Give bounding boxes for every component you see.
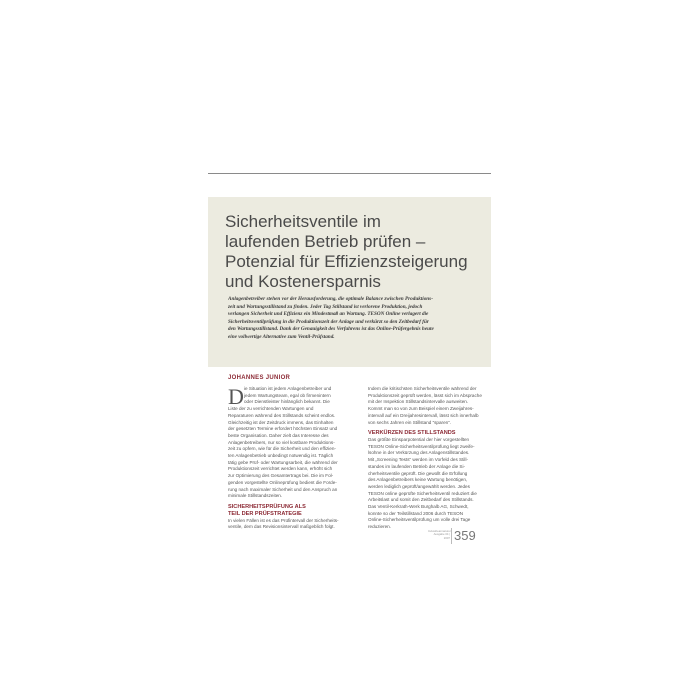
body-line: Anlagenbetreibers, nur so viel kostbare Produktions-	[228, 439, 335, 445]
body-line: Mit „Screening Tests“ werden im Vorfeld des Still-	[368, 457, 468, 463]
author-byline: JOHANNES JUNIOR	[228, 375, 291, 381]
top-rule	[208, 173, 491, 174]
body-line: jedem Wartungsteam, egal ob firmenintern	[244, 392, 331, 398]
article-title	[225, 212, 487, 292]
body-line: ie Situation ist jedem Anlagenbetreiber und	[244, 386, 332, 391]
body-line: lsohne in der Verkürzung des Anlagenstillstandes.	[368, 450, 470, 456]
body-line: cherheitsventile geprüft. Die gewollt die Erfüllung	[368, 470, 468, 476]
body-line: oder Dienstleister hinlänglich bekannt. Die	[244, 399, 330, 405]
body-line: beste Organisation. Daher zielt das Interesse des	[228, 432, 329, 438]
page-number: 359	[454, 528, 476, 543]
body-line: von sechs Jahren ein Stillstand “sparen”.	[368, 419, 451, 425]
folio	[428, 530, 450, 540]
body-line: ventile, dem das Revisionsintervall maßgeblich folgt.	[228, 524, 335, 530]
lede-line: verlangen Sicherheit und Effizienz ein Mindestmaß an Wartung. TESON Online verlagert die	[228, 311, 429, 318]
body-line: intervall auf ein Dreijahresintervall, lässt sich innerhalb	[368, 412, 479, 418]
title-line: Sicherheitsventile im	[225, 212, 381, 231]
lede-line: eine vollwertige Alternative zum Ventil-Prüfstand.	[228, 333, 335, 340]
body-line: Gleichzeitig ist der Zeitdruck immens, das Einhalten	[228, 419, 334, 425]
folio-line: Industriearmaturen	[428, 529, 452, 533]
body-line: konnte so der Teilstillstand 2006 durch TESON	[368, 510, 464, 516]
body-line: tätig gebe Prüf- oder Wartungsarbeit, die während der	[228, 459, 338, 465]
body-line: ten Anlagenbetrieb unbedingt notwendig ist. Täglich	[228, 453, 334, 459]
drop-cap: D	[228, 384, 244, 409]
article-lede	[228, 296, 484, 342]
body-line: Das Ventil-Kerkrath-Werk Burghalb AG, Schwedt,	[368, 504, 469, 510]
body-line: rung nach maximaler Sicherheit und den Anspruch an	[228, 486, 338, 492]
body-column-left	[228, 386, 346, 531]
body-line: TESON Online-Sicherheitsventilprüfung liegt zweife-	[368, 443, 475, 449]
body-line: Liste der zu verrichtenden Wartungen und	[228, 406, 314, 412]
body-line: Online-Sicherheitsventilprüfung um volle drei Tage	[368, 517, 471, 523]
body-line: des Anlagenbetreibers keine Wartung benötigen,	[368, 477, 468, 483]
body-line: reduzieren.	[368, 524, 391, 530]
section-subhead: VERKÜRZEN DES STILLSTANDS	[368, 430, 456, 437]
body-line: Kommt man so von zum Beispiel einem Zweijahres-	[368, 406, 474, 412]
body-line: Das größte Einsparpotential der hier vorgestellten	[368, 437, 470, 443]
title-line: und Kostenersparnis	[225, 272, 381, 291]
body-line: genden vorgestellte Onlineprüfung bedient die Forde-	[228, 479, 337, 485]
body-line: standes im laufenden Betrieb der Anlage die Si-	[368, 463, 466, 469]
body-line: minimale Stillstandszeiten.	[228, 493, 283, 499]
body-line: der gesetzten Termine erfordert höchsten Einsatz und	[228, 426, 338, 432]
body-line: Produktionszeit verrichtet werden kann, erhöht sich	[228, 466, 333, 472]
body-line: Arbeitslast und somit den Zeitbedarf des Stillstands.	[368, 497, 474, 503]
folio-divider	[451, 528, 452, 544]
body-line: zur Optimierung des Gesamtertrags bei. Die im Fol-	[228, 473, 334, 479]
body-line: Produktionszeit geprüft werden, lässt sich im Absprache	[368, 392, 482, 398]
lede-line: den Wartungsstillstand. Dank der Genauigkeit des Verfahrens ist das Online-Prüfergebnis heute	[228, 326, 434, 333]
body-column-right	[368, 386, 486, 531]
body-line: zeit zu opfern, wie für die Sicherheit und den effizien-	[228, 446, 336, 452]
folio-line: Ausgabe 04 | 2007	[433, 532, 450, 540]
body-line: werden lediglich geprüft/angewählt werden. Jedes	[368, 483, 470, 489]
lede-line: Sicherheitsventilprüfung in die Produktionszeit der Anlage und verkürzt so den Zeitbedarf für	[228, 318, 429, 325]
body-line: Indem die kritischsten Sicherheitsventile während der	[368, 386, 477, 391]
title-line: Potenzial für Effizienzsteigerung	[225, 252, 468, 271]
title-line: laufenden Betrieb prüfen –	[225, 232, 426, 251]
body-line: In vielen Fällen ist es das Prüfintervall der Sicherheits-	[228, 517, 339, 523]
section-subhead: SICHERHEITSPRÜFUNG ALS TEIL DER PRÜFSTRATEGIE	[228, 503, 306, 517]
lede-line: zeit und Wartungsstillstand zu finden. Jeder Tag Stillstand ist verlorene Produktion, jedoch	[228, 303, 423, 310]
body-line: TESON online geprüfte Sicherheitsventil reduziert die	[368, 490, 477, 496]
body-line: mit der Inspektion Stillstandsintervalle ausweiten.	[368, 399, 469, 405]
body-line: Reparaturen während des Stillstands scheint endlos.	[228, 412, 336, 418]
lede-line: Anlagenbetreiber stehen vor der Herausforderung, die optimale Balance zwischen Produktions-	[228, 296, 433, 302]
